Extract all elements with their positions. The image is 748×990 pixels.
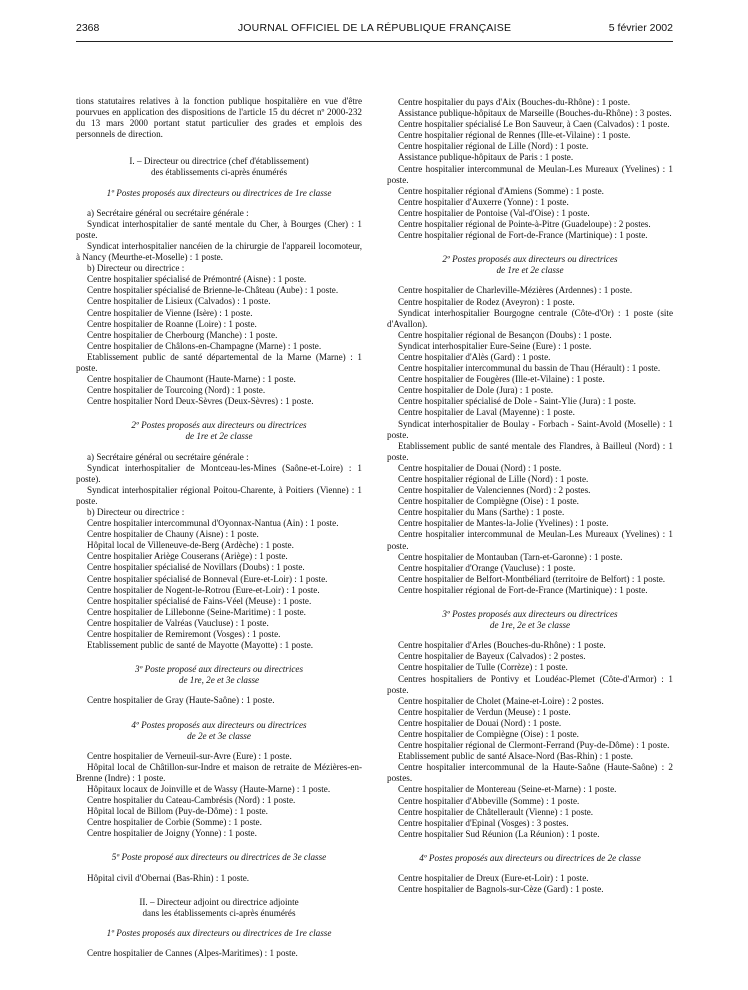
post-entry: Syndicat interhospitalier nancéien de la chirurgie de l'appareil locomoteur, à Nancy (Meurthe-et-Moselle) : 1 poste. xyxy=(76,240,362,263)
subsection-heading-sub: de 1re, 2e et 3e classe xyxy=(178,675,260,686)
intro-paragraph: tions statutaires relatives à la fonction publique hospitalière en vue d'être pourvues en application des dispositions de l'article 15 du décret nº 2000-232 du 13 mars 2000 portant statut particulier des grades et emplois des personnels de direction. xyxy=(76,96,362,140)
post-entry: Centre hospitalier de Pontoise (Val-d'Oise) : 1 poste. xyxy=(398,207,590,218)
post-list xyxy=(387,97,673,241)
post-list xyxy=(76,948,362,959)
post-entry: Etablissement public de santé de Mayotte (Mayotte) : 1 poste. xyxy=(87,640,314,651)
post-list xyxy=(76,518,362,651)
post-list xyxy=(387,640,673,840)
section-title: II. – Directeur adjoint ou directrice adjointe xyxy=(139,896,299,907)
category-label: a) Secrétaire général ou secrétaire générale : xyxy=(87,207,249,218)
post-entry: Syndicat interhospitalier Bourgogne centrale (Côte-d'Or) : 1 poste (site d'Avallon). xyxy=(387,307,673,329)
subsection-heading: 1º Postes proposés aux directeurs ou directrices de 1re classe xyxy=(106,187,332,198)
post-entry: Centre hospitalier de Dreux (Eure-et-Loir) : 1 poste. xyxy=(398,873,589,883)
post-entry: Centre hospitalier de Gray (Haute-Saône) : 1 poste. xyxy=(87,695,275,706)
post-entry: Centre hospitalier régional de Lille (Nord) : 1 poste. xyxy=(398,474,589,484)
post-list xyxy=(76,695,362,706)
post-entry: Centre hospitalier d'Epinal (Vosges) : 3 postes. xyxy=(398,817,569,828)
post-entry: Etablissement public de santé départemental de la Marne (Marne) : 1 poste. xyxy=(76,351,362,373)
post-entry: Centre hospitalier régional de Fort-de-France (Martinique) : 1 poste. xyxy=(398,230,648,241)
category-label: a) Secrétaire général ou secrétaire générale : xyxy=(87,451,249,462)
post-entry: Centre hospitalier de Remiremont (Vosges) : 1 poste. xyxy=(87,629,281,640)
post-entry: Centre hospitalier intercommunal de Meulan-Les Mureaux (Yvelines) : 1 poste. xyxy=(387,529,673,551)
post-entry: Hôpital local de Châtillon-sur-Indre et maison de retraite de Mézières-en-Brenne (Indre) : 1 poste. xyxy=(76,761,362,783)
post-entry: Centre hospitalier de Roanne (Loire) : 1 poste. xyxy=(87,318,257,329)
post-entry: Centre hospitalier de Châlons-en-Champagne (Marne) : 1 poste. xyxy=(87,340,322,351)
subsection-heading: 4º Postes proposés aux directeurs ou directrices xyxy=(131,719,307,730)
post-entry: Centre hospitalier de Tulle (Corrèze) : 1 poste. xyxy=(398,662,568,673)
post-entry: Centre hospitalier de Belfort-Montbéliard (territoire de Belfort) : 1 poste. xyxy=(398,573,666,584)
post-entry: Centre hospitalier intercommunal de la Haute-Saône (Haute-Saône) : 2 postes. xyxy=(387,762,673,784)
post-entry: Centre hospitalier de Bayeux (Calvados) : 2 postes. xyxy=(398,651,586,662)
post-entry: Centre hospitalier spécialisé de Fains-Véel (Meuse) : 1 poste. xyxy=(87,595,312,606)
post-entry: Centre hospitalier de Fougères (Ille-et-Vilaine) : 1 poste. xyxy=(398,374,605,385)
post-entry: Centre hospitalier de Verdun (Meuse) : 1 poste. xyxy=(398,706,571,717)
post-entry: Centre hospitalier de Charleville-Mézières (Ardennes) : 1 poste. xyxy=(398,285,633,296)
section-title: I. – Directeur ou directrice (chef d'établissement) xyxy=(129,156,309,167)
post-entry: Centre hospitalier de Montereau (Seine-et-Marne) : 1 poste. xyxy=(398,784,617,795)
post-entry: Centre hospitalier de Vienne (Isère) : 1 poste. xyxy=(87,307,253,318)
post-entry: Centre hospitalier de Châtellerault (Vienne) : 1 poste. xyxy=(398,806,594,817)
post-entry: Centre hospitalier de Laval (Mayenne) : 1 poste. xyxy=(398,407,575,418)
header-rule xyxy=(76,41,673,42)
post-entry: Centre hospitalier spécialisé de Brienne-le-Château (Aube) : 1 poste. xyxy=(87,285,339,296)
post-list xyxy=(76,219,362,263)
post-entry: Syndicat interhospitalier de Montceau-les-Mines (Saône-et-Loire) : 1 poste). xyxy=(76,462,362,484)
post-entry: Centre hospitalier d'Auxerre (Yonne) : 1 poste. xyxy=(398,196,569,207)
post-entry: Centre hospitalier de Chaumont (Haute-Marne) : 1 poste. xyxy=(87,374,296,385)
post-entry: Syndicat interhospitalier de santé mentale du Cher, à Bourges (Cher) : 1 poste. xyxy=(76,218,362,240)
post-entry: Centre hospitalier de Mantes-la-Jolie (Yvelines) : 1 poste. xyxy=(398,518,609,529)
post-list xyxy=(387,285,673,596)
journal-title: JOURNAL OFFICIEL DE LA RÉPUBLIQUE FRANÇAISE xyxy=(237,22,512,34)
post-entry: Centre hospitalier régional de Besançon (Doubs) : 1 poste. xyxy=(398,329,612,340)
post-entry: Centre hospitalier Sud Réunion (La Réunion) : 1 poste. xyxy=(398,828,600,839)
post-entry: Syndicat interhospitalier Eure-Seine (Eure) : 1 poste. xyxy=(398,340,592,351)
post-entry: Etablissement public de santé mentale des Flandres, à Bailleul (Nord) : 1 poste. xyxy=(387,440,673,462)
post-list xyxy=(387,873,673,895)
post-entry: Centre hospitalier régional de Fort-de-France (Martinique) : 1 poste. xyxy=(398,584,648,595)
post-list xyxy=(76,751,362,840)
post-entry: Centre hospitalier de Joigny (Yonne) : 1 poste. xyxy=(87,828,257,839)
post-entry: Hôpital civil d'Obernai (Bas-Rhin) : 1 poste. xyxy=(87,872,250,883)
publication-date: 5 février 2002 xyxy=(608,22,673,34)
category-label: b) Directeur ou directrice : xyxy=(87,507,185,517)
post-entry: Centre hospitalier régional de Pointe-à-Pitre (Guadeloupe) : 2 postes. xyxy=(398,219,651,230)
post-entry: Centre hospitalier régional d'Amiens (Somme) : 1 poste. xyxy=(398,185,604,196)
post-entry: Centre hospitalier de Compiègne (Oise) : 1 poste. xyxy=(398,728,579,739)
post-list xyxy=(76,463,362,507)
post-entry: Centre hospitalier de Nogent-le-Rotrou (Eure-et-Loir) : 1 poste. xyxy=(87,584,320,595)
post-entry: Centres hospitaliers de Pontivy et Loudéac-Plemet (Côte-d'Armor) : 1 poste. xyxy=(387,673,673,695)
post-entry: Centre hospitalier de Dole (Jura) : 1 poste. xyxy=(398,385,554,396)
category-label: b) Directeur ou directrice : xyxy=(87,263,185,274)
post-entry: Centre hospitalier régional de Clermont-Ferrand (Puy-de-Dôme) : 1 poste. xyxy=(398,740,670,751)
post-entry: Centre hospitalier de Tourcoing (Nord) : 1 poste. xyxy=(87,385,266,396)
post-entry: Centre hospitalier d'Alès (Gard) : 1 poste. xyxy=(398,351,551,362)
post-entry: Centre hospitalier de Lillebonne (Seine-Maritime) : 1 poste. xyxy=(87,606,306,617)
post-entry: Centre hospitalier de Montauban (Tarn-et-Garonne) : 1 poste. xyxy=(398,551,623,562)
post-entry: Syndicat interhospitalier de Boulay - Forbach - Saint-Avold (Moselle) : 1 poste. xyxy=(387,418,673,440)
post-entry: Centre hospitalier spécialisé Le Bon Sauveur, à Caen (Calvados) : 1 poste. xyxy=(398,119,670,130)
post-entry: Centre hospitalier intercommunal du bassin de Thau (Hérault) : 1 poste. xyxy=(398,363,661,374)
post-entry: Centre hospitalier de Chauny (Aisne) : 1 poste. xyxy=(87,529,259,540)
post-entry: Syndicat interhospitalier régional Poitou-Charente, à Poitiers (Vienne) : 1 poste. xyxy=(76,484,362,506)
post-entry: Centre hospitalier d'Orange (Vaucluse) : 1 poste. xyxy=(398,562,576,573)
post-entry: Centre hospitalier spécialisé de Novillars (Doubs) : 1 poste. xyxy=(87,562,305,573)
right-column xyxy=(387,97,673,895)
page-header xyxy=(76,22,673,38)
post-entry: Assistance publique-hôpitaux de Paris : 1 poste. xyxy=(398,152,574,163)
post-entry: Centre hospitalier de Rodez (Aveyron) : 1 poste. xyxy=(398,296,575,307)
subsection-heading-sub: de 1re, 2e et 3e classe xyxy=(489,620,571,631)
post-entry: Centre hospitalier Ariège Couserans (Ariège) : 1 poste. xyxy=(87,551,288,562)
post-entry: Centre hospitalier du pays d'Aix (Bouches-du-Rhône) : 1 poste. xyxy=(398,97,631,107)
post-entry: Centre hospitalier intercommunal d'Oyonnax-Nantua (Ain) : 1 poste. xyxy=(87,518,339,529)
post-entry: Centre hospitalier intercommunal de Meulan-Les Mureaux (Yvelines) : 1 poste. xyxy=(387,163,673,185)
subsection-heading: 2º Postes proposés aux directeurs ou directrices xyxy=(442,254,618,265)
subsection-heading-sub: de 2e et 3e classe xyxy=(187,730,251,741)
subsection-heading-sub: de 1re et 2e classe xyxy=(496,265,564,276)
post-entry: Centre hospitalier de Corbie (Somme) : 1 poste. xyxy=(87,817,262,828)
post-entry: Centre hospitalier spécialisé de Dole - Saint-Ylie (Jura) : 1 poste. xyxy=(398,396,636,407)
section-title-sub: des établissements ci-après énumérés xyxy=(150,167,288,178)
post-entry: Centre hospitalier de Valréas (Vaucluse) : 1 poste. xyxy=(87,617,269,628)
subsection-heading: 3º Postes proposés aux directeurs ou directrices xyxy=(442,609,618,620)
post-entry: Centre hospitalier de Cholet (Maine-et-Loire) : 2 postes. xyxy=(398,695,604,706)
post-entry: Centre hospitalier de Bagnols-sur-Cèze (Gard) : 1 poste. xyxy=(398,884,604,895)
post-entry: Centre hospitalier du Cateau-Cambrésis (Nord) : 1 poste. xyxy=(87,795,296,806)
post-list xyxy=(76,274,362,407)
post-entry: Centre hospitalier de Cherbourg (Manche) : 1 poste. xyxy=(87,329,278,340)
post-entry: Centre hospitalier Nord Deux-Sèvres (Deux-Sèvres) : 1 poste. xyxy=(87,396,314,407)
post-entry: Centre hospitalier régional de Rennes (Ille-et-Vilaine) : 1 poste. xyxy=(398,130,631,141)
subsection-heading: 5º Poste proposé aux directeurs ou directrices de 3e classe xyxy=(111,852,327,863)
post-entry: Hôpital local de Villeneuve-de-Berg (Ardèche) : 1 poste. xyxy=(87,540,294,551)
subsection-heading: 3º Poste proposé aux directeurs ou directrices xyxy=(134,664,304,675)
section-title-sub: dans les établissements ci-après énumérés xyxy=(142,907,296,918)
post-entry: Hôpitaux locaux de Joinville et de Wassy (Haute-Marne) : 1 poste. xyxy=(87,783,331,794)
post-entry: Centre hospitalier spécialisé de Prémontré (Aisne) : 1 poste. xyxy=(87,274,307,285)
page-number: 2368 xyxy=(76,22,100,34)
post-entry: Centre hospitalier de Verneuil-sur-Avre (Eure) : 1 poste. xyxy=(87,750,292,761)
post-entry: Centre hospitalier du Mans (Sarthe) : 1 poste. xyxy=(398,507,565,518)
post-entry: Centre hospitalier de Douai (Nord) : 1 poste. xyxy=(398,462,562,473)
post-entry: Centre hospitalier d'Abbeville (Somme) : 1 poste. xyxy=(398,795,580,806)
subsection-heading: 2º Postes proposés aux directeurs ou directrices xyxy=(131,420,307,431)
post-entry: Hôpital local de Billom (Puy-de-Dôme) : 1 poste. xyxy=(87,806,268,817)
subsection-heading: 4º Postes proposés aux directeurs ou directrices de 2e classe xyxy=(419,852,641,863)
post-entry: Centre hospitalier de Cannes (Alpes-Maritimes) : 1 poste. xyxy=(87,947,298,958)
subsection-heading-sub: de 1re et 2e classe xyxy=(185,431,253,442)
post-entry: Assistance publique-hôpitaux de Marseille (Bouches-du-Rhône) : 3 postes. xyxy=(398,108,672,119)
post-entry: Centre hospitalier régional de Lille (Nord) : 1 poste. xyxy=(398,141,589,152)
post-entry: Etablissement public de santé Alsace-Nord (Bas-Rhin) : 1 poste. xyxy=(398,751,633,762)
post-entry: Centre hospitalier d'Arles (Bouches-du-Rhône) : 1 poste. xyxy=(398,640,606,651)
post-entry: Centre hospitalier de Douai (Nord) : 1 poste. xyxy=(398,717,562,728)
subsection-heading: 1º Postes proposés aux directeurs ou directrices de 1re classe xyxy=(106,927,332,938)
left-column xyxy=(76,96,362,959)
post-list xyxy=(76,873,362,884)
post-entry: Centre hospitalier spécialisé de Bonneval (Eure-et-Loir) : 1 poste. xyxy=(87,573,328,584)
post-entry: Centre hospitalier de Valenciennes (Nord) : 2 postes. xyxy=(398,485,591,496)
post-entry: Centre hospitalier de Compiègne (Oise) : 1 poste. xyxy=(398,496,579,507)
post-entry: Centre hospitalier de Lisieux (Calvados) : 1 poste. xyxy=(87,296,271,307)
